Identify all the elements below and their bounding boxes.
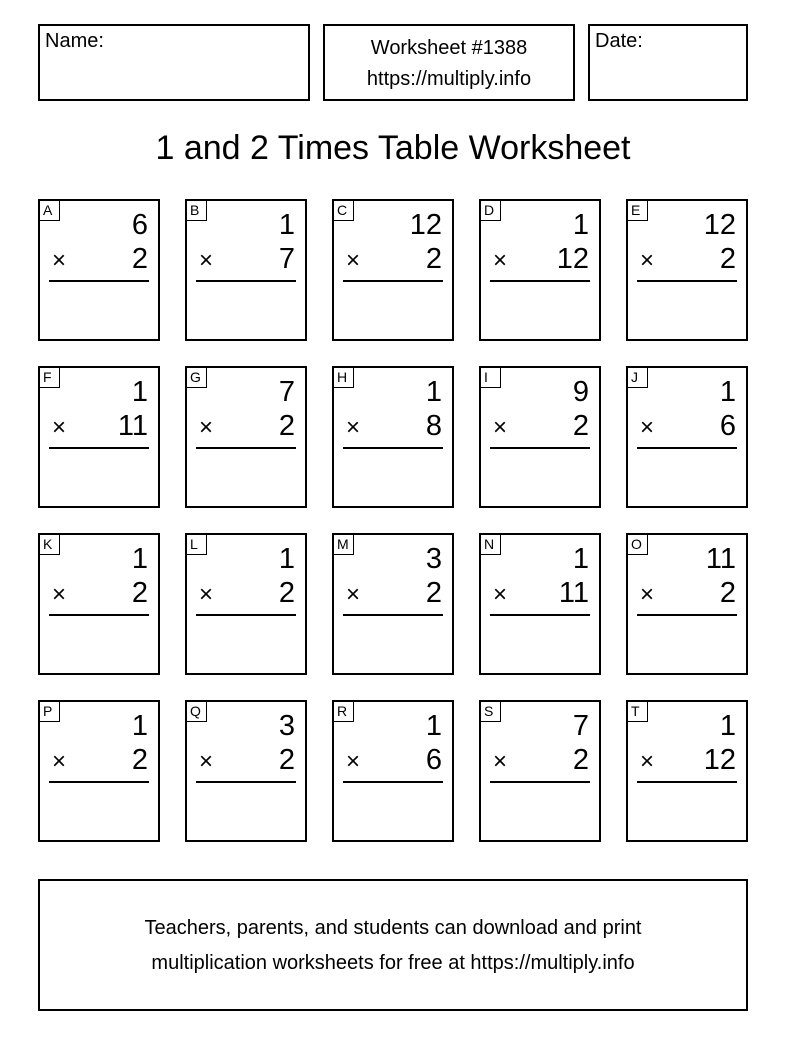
multiplicand: 9 <box>572 376 589 408</box>
answer-line <box>343 614 443 616</box>
answer-line <box>196 280 296 282</box>
times-sign: × <box>199 748 214 775</box>
times-sign: × <box>199 247 214 274</box>
problem-letter: T <box>628 702 648 722</box>
times-sign: × <box>346 247 361 274</box>
answer-line <box>49 781 149 783</box>
multiplier: 2 <box>131 744 148 776</box>
problem-letter: D <box>481 201 501 221</box>
multiplicand: 7 <box>278 376 295 408</box>
problem-letter: C <box>334 201 354 221</box>
answer-line <box>49 614 149 616</box>
times-sign: × <box>640 414 655 441</box>
problem-c[interactable] <box>332 199 454 341</box>
answer-line <box>637 614 737 616</box>
problem-letter: N <box>481 535 501 555</box>
multiplicand: 1 <box>131 543 148 575</box>
problem-letter: I <box>481 368 501 388</box>
multiplier: 2 <box>131 243 148 275</box>
problem-s[interactable] <box>479 700 601 842</box>
multiplicand: 1 <box>719 710 736 742</box>
problem-letter: R <box>334 702 354 722</box>
answer-line <box>196 614 296 616</box>
times-sign: × <box>493 748 508 775</box>
times-sign: × <box>493 247 508 274</box>
multiplier: 7 <box>278 243 295 275</box>
page-title: 1 and 2 Times Table Worksheet <box>155 129 631 167</box>
problem-g[interactable] <box>185 366 307 508</box>
times-sign: × <box>52 581 67 608</box>
multiplicand: 11 <box>705 543 736 575</box>
problem-letter: S <box>481 702 501 722</box>
problem-r[interactable] <box>332 700 454 842</box>
answer-line <box>343 447 443 449</box>
multiplicand: 1 <box>572 209 589 241</box>
problem-letter: O <box>628 535 648 555</box>
problem-l[interactable] <box>185 533 307 675</box>
worksheet-info-box <box>323 24 575 101</box>
problem-j[interactable] <box>626 366 748 508</box>
multiplicand: 1 <box>425 710 442 742</box>
times-sign: × <box>199 581 214 608</box>
problem-o[interactable] <box>626 533 748 675</box>
multiplicand: 7 <box>572 710 589 742</box>
problem-letter: F <box>40 368 60 388</box>
answer-line <box>343 781 443 783</box>
answer-line <box>490 781 590 783</box>
problem-d[interactable] <box>479 199 601 341</box>
multiplier: 8 <box>425 410 442 442</box>
problem-letter: B <box>187 201 207 221</box>
footer-line-2: multiplication worksheets for free at https://multiply.info <box>151 952 635 974</box>
times-sign: × <box>346 748 361 775</box>
problem-letter: G <box>187 368 207 388</box>
times-sign: × <box>493 581 508 608</box>
multiplier: 11 <box>117 410 148 442</box>
answer-line <box>637 781 737 783</box>
multiplier: 11 <box>558 577 589 609</box>
problem-m[interactable] <box>332 533 454 675</box>
answer-line <box>49 280 149 282</box>
answer-line <box>490 447 590 449</box>
problem-letter: E <box>628 201 648 221</box>
problem-letter: L <box>187 535 207 555</box>
problem-letter: K <box>40 535 60 555</box>
footer-box <box>38 879 748 1011</box>
multiplier: 2 <box>278 577 295 609</box>
name-label: Name: <box>45 30 104 52</box>
problem-letter: A <box>40 201 60 221</box>
times-sign: × <box>199 414 214 441</box>
multiplier: 2 <box>425 577 442 609</box>
multiplicand: 1 <box>278 209 295 241</box>
multiplier: 2 <box>278 744 295 776</box>
answer-line <box>637 447 737 449</box>
multiplier: 2 <box>719 243 736 275</box>
footer-line-1: Teachers, parents, and students can download and print <box>144 917 642 939</box>
multiplicand: 12 <box>409 209 442 241</box>
multiplicand: 1 <box>425 376 442 408</box>
multiplicand: 1 <box>278 543 295 575</box>
multiplicand: 3 <box>278 710 295 742</box>
multiplicand: 6 <box>131 209 148 241</box>
answer-line <box>49 447 149 449</box>
multiplicand: 1 <box>719 376 736 408</box>
times-sign: × <box>52 414 67 441</box>
date-label: Date: <box>595 30 643 52</box>
answer-line <box>637 280 737 282</box>
multiplicand: 3 <box>425 543 442 575</box>
worksheet-number: Worksheet #1388 <box>370 37 528 59</box>
problem-letter: P <box>40 702 60 722</box>
times-sign: × <box>640 247 655 274</box>
multiplier: 2 <box>425 243 442 275</box>
problem-q[interactable] <box>185 700 307 842</box>
times-sign: × <box>493 414 508 441</box>
times-sign: × <box>346 581 361 608</box>
problem-k[interactable] <box>38 533 160 675</box>
answer-line <box>490 614 590 616</box>
answer-line <box>343 280 443 282</box>
multiplier: 6 <box>425 744 442 776</box>
multiplier: 2 <box>572 410 589 442</box>
problem-e[interactable] <box>626 199 748 341</box>
problem-i[interactable] <box>479 366 601 508</box>
multiplier: 2 <box>572 744 589 776</box>
times-sign: × <box>52 748 67 775</box>
times-sign: × <box>640 581 655 608</box>
multiplicand: 12 <box>703 209 736 241</box>
problem-n[interactable] <box>479 533 601 675</box>
multiplier: 6 <box>719 410 736 442</box>
date-box[interactable] <box>588 24 748 101</box>
times-sign: × <box>52 247 67 274</box>
multiplier: 2 <box>719 577 736 609</box>
multiplier: 2 <box>131 577 148 609</box>
multiplicand: 1 <box>131 376 148 408</box>
problem-a[interactable] <box>38 199 160 341</box>
times-sign: × <box>640 748 655 775</box>
problem-letter: J <box>628 368 648 388</box>
problem-p[interactable] <box>38 700 160 842</box>
answer-line <box>490 280 590 282</box>
answer-line <box>196 781 296 783</box>
worksheet-url: https://multiply.info <box>366 68 532 90</box>
problem-f[interactable] <box>38 366 160 508</box>
multiplicand: 1 <box>131 710 148 742</box>
times-sign: × <box>346 414 361 441</box>
multiplicand: 1 <box>572 543 589 575</box>
multiplier: 12 <box>703 744 736 776</box>
problem-t[interactable] <box>626 700 748 842</box>
problem-h[interactable] <box>332 366 454 508</box>
problem-letter: M <box>334 535 354 555</box>
name-box[interactable] <box>38 24 310 101</box>
problem-letter: H <box>334 368 354 388</box>
multiplier: 12 <box>556 243 589 275</box>
answer-line <box>196 447 296 449</box>
problem-letter: Q <box>187 702 207 722</box>
multiplier: 2 <box>278 410 295 442</box>
problem-b[interactable] <box>185 199 307 341</box>
problem-grid <box>38 199 748 842</box>
